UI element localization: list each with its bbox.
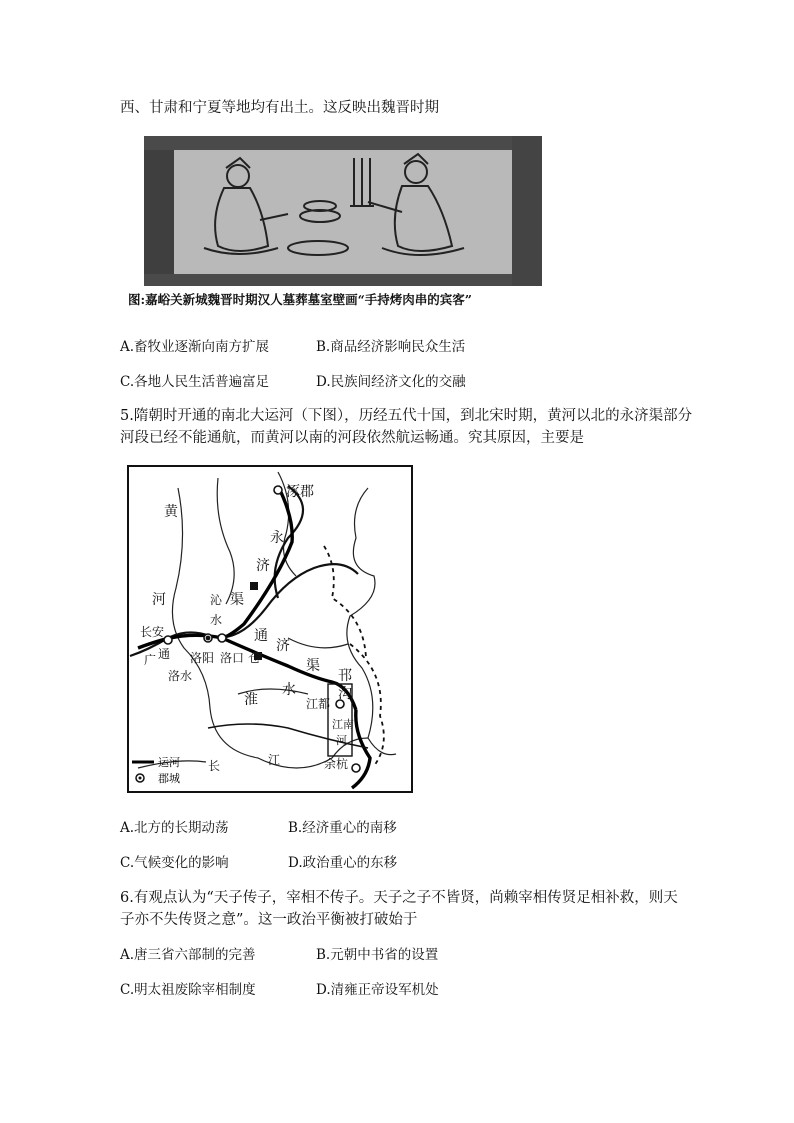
q6-stem-line1: 6.有观点认为“天子传子，宰相不传子。天子之子不皆贤，尚赖宰相传贤足相补救，则天 — [120, 890, 678, 906]
map-label-yong: 永 — [270, 530, 284, 546]
q6-option-a: A.唐三省六部制的完善 — [120, 947, 256, 963]
legend-canal-label: 运河 — [158, 756, 180, 769]
map-label-changan: 长安 — [140, 625, 165, 639]
q5-option-d: D.政治重心的东移 — [288, 855, 398, 871]
q4-stem-tail: 西、甘肃和宁夏等地均有出土。这反映出魏晋时期 — [120, 100, 439, 116]
q5-stem-line1: 5.隋朝时开通的南北大运河（下图），历经五代十国，到北宋时期，黄河以北的永济渠部分 — [120, 408, 693, 424]
q6-option-d: D.清雍正帝设军机处 — [316, 982, 439, 998]
q6-stem-line2: 子亦不失传贤之意”。这一政治平衡被打破始于 — [120, 912, 418, 928]
map-label-qu: 渠 — [230, 592, 244, 608]
q5-option-b: B.经济重心的南移 — [288, 820, 397, 836]
map-label-han: 邗 — [338, 668, 352, 684]
map-label-luokou: 洛口 — [220, 651, 245, 665]
q5-option-c: C.气候变化的影响 — [120, 855, 229, 871]
q4-option-a: A.畜牧业逐渐向南方扩展 — [120, 339, 270, 355]
legend-city-label: 郡城 — [158, 772, 180, 785]
map-label-he2: 河 — [336, 734, 347, 747]
q5-option-a: A.北方的长期动荡 — [120, 820, 229, 836]
map-label-ji2: 济 — [276, 638, 290, 654]
q4-option-d: D.民族间经济文化的交融 — [316, 374, 466, 390]
map-label-qin: 沁 — [210, 593, 223, 607]
map-label-luoshui: 洛水 — [168, 669, 193, 683]
map-label-jiang: 江 — [268, 753, 281, 767]
map-label-tong2: 通 — [254, 628, 268, 644]
grand-canal-map — [118, 458, 418, 796]
map-label-jiang-nan: 江南 — [332, 718, 354, 731]
map-label-shui: 水 — [210, 613, 223, 627]
q6-option-b: B.元朝中书省的设置 — [316, 947, 439, 963]
map-label-chang: 长 — [208, 759, 221, 773]
q4-option-c: C.各地人民生活普遍富足 — [120, 374, 270, 390]
map-label-jiangdu: 江都 — [306, 697, 331, 711]
map-label-qu3: 渠 — [306, 658, 320, 674]
map-label-yuhang: 余杭 — [324, 757, 349, 771]
map-label-guang: 广 — [144, 653, 157, 667]
q6-option-c: C.明太祖废除宰相制度 — [120, 982, 256, 998]
map-label-he: 河 — [152, 592, 166, 608]
q5-stem-line2: 河段已经不能通航，而黄河以南的河段依然航运畅通。究其原因，主要是 — [120, 430, 584, 446]
q4-option-b: B.商品经济影响民众生活 — [316, 339, 466, 355]
map-label-gou: 沟 — [338, 686, 352, 702]
map-label-huang: 黄 — [164, 504, 178, 520]
map-label-huai: 淮 — [244, 692, 258, 708]
map-label-ji: 济 — [256, 558, 270, 574]
mural-image — [118, 128, 574, 316]
mural-caption: 图:嘉峪关新城魏晋时期汉人墓葬墓室壁画“手持烤肉串的宾客” — [128, 292, 472, 307]
map-label-luoyang: 洛阳 — [190, 651, 215, 665]
map-label-tong: 通 — [158, 647, 171, 661]
map-label-shui2: 水 — [282, 682, 296, 698]
map-label-zhuojun: 涿郡 — [286, 484, 314, 500]
map-label-cang: 仓 — [248, 651, 261, 665]
